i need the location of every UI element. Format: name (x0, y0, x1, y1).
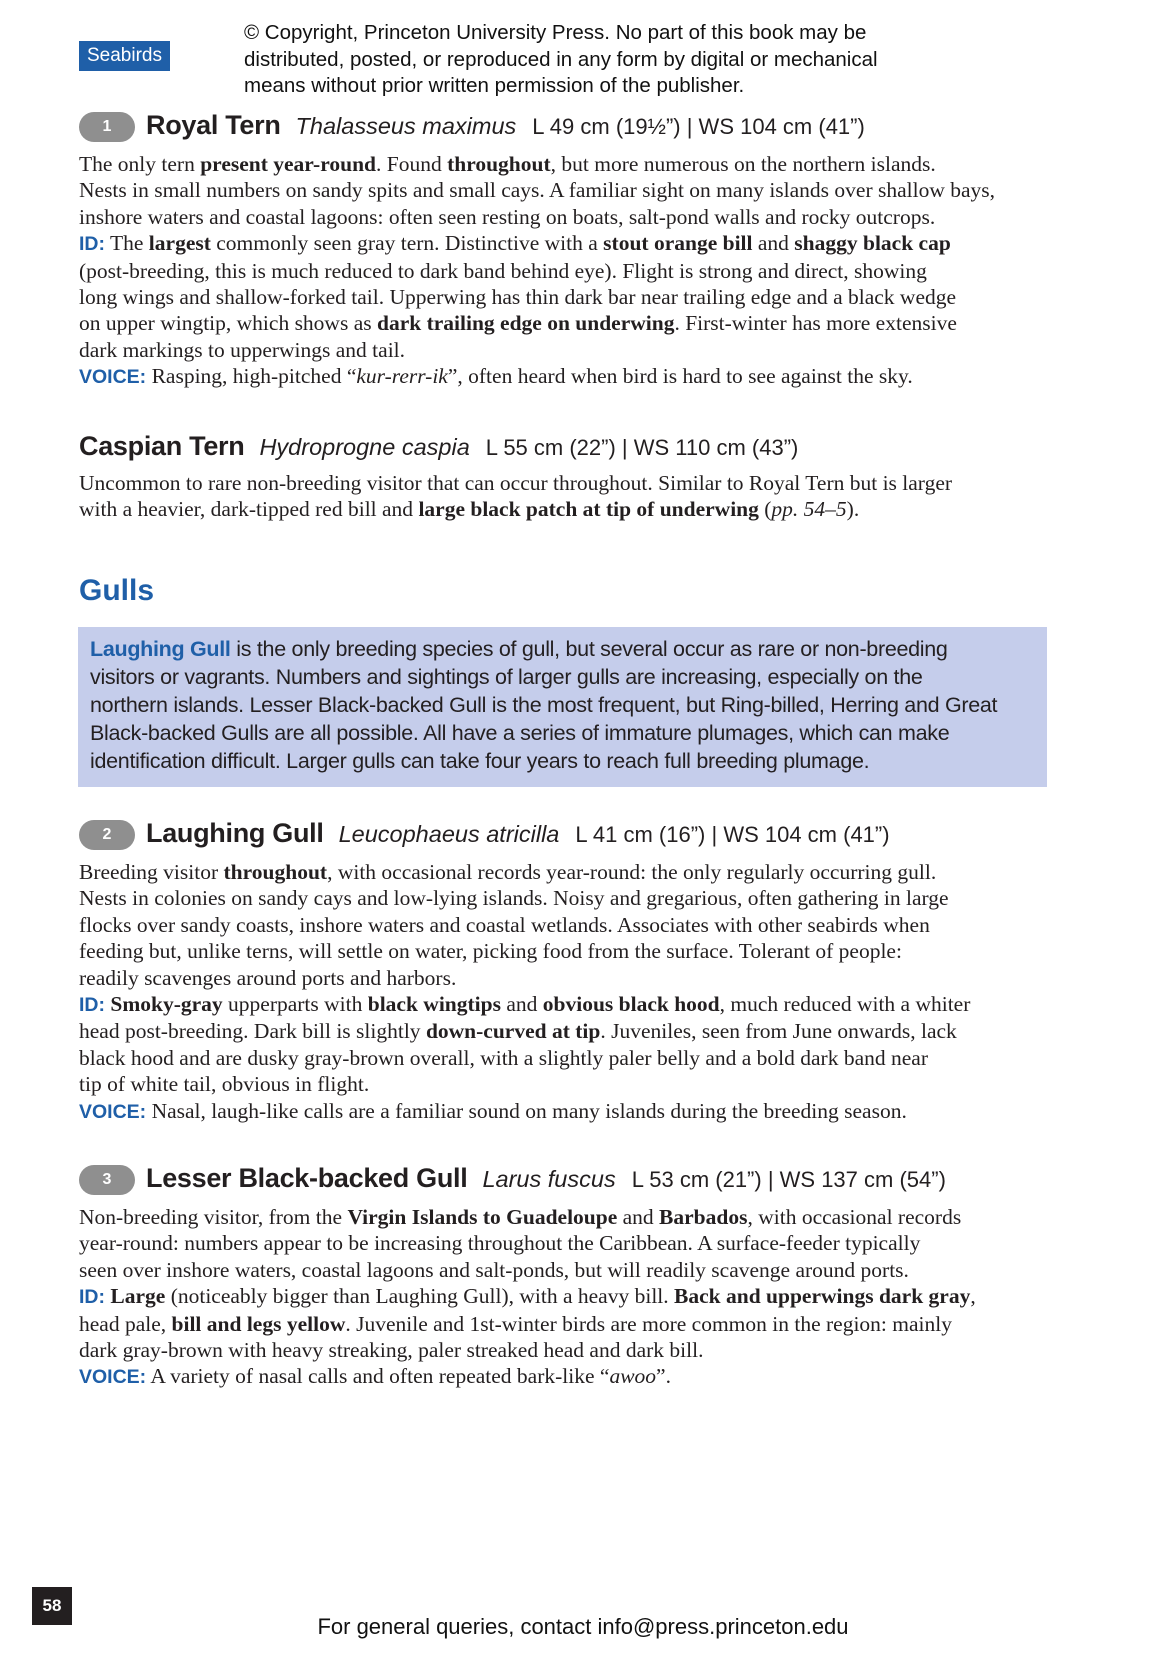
text-line: with a heavier, dark-tipped red bill and large black patch at tip of underwing (pp. 54–5). (79, 497, 860, 522)
scientific-name: Hydroprogne caspia (259, 434, 470, 460)
species-text-laughing-gull (79, 859, 1059, 1125)
text-line: Breeding visitor throughout, with occasional records year-round: the only regularly occurring gull. (79, 860, 937, 884)
species-number-badge: 2 (79, 820, 135, 850)
text-line: long wings and shallow-forked tail. Upperwing has thin dark bar near trailing edge and a black wedge (79, 285, 957, 310)
id-label: ID: (79, 1286, 105, 1309)
text-line: dark gray-brown with heavy streaking, paler streaked head and dark bill. (79, 1338, 704, 1363)
common-name: Caspian Tern (79, 431, 245, 461)
voice-label: VOICE: (79, 366, 147, 389)
voice-line: VOICE: Rasping, high-pitched “kur-rerr-ik”, often heard when bird is hard to see against the sky. (79, 364, 913, 389)
voice-line: VOICE: Nasal, laugh-like calls are a familiar sound on many islands during the breeding season. (79, 1098, 907, 1123)
species-header-royal-tern (79, 110, 865, 145)
species-number-badge: 1 (79, 112, 135, 142)
species-text-lesser-black-backed-gull (79, 1204, 1059, 1391)
id-line: ID: Large (noticeably bigger than Laughing Gull), with a heavy bill. Back and upperwings dark gray, (79, 1284, 976, 1309)
box-line: Black-backed Gulls are all possible. All have a series of immature plumages, which can make (90, 721, 950, 745)
measurements: L 49 cm (19½”) | WS 104 cm (41”) (532, 114, 865, 139)
species-text-royal-tern (79, 151, 1059, 391)
text-line: seen over inshore waters, coastal lagoons and salt-ponds, but will readily scavenge around ports. (79, 1257, 909, 1282)
scientific-name: Larus fuscus (482, 1166, 616, 1192)
text-line: Nests in colonies on sandy cays and low-lying islands. Noisy and gregarious, often gathering in large (79, 886, 949, 911)
id-label: ID: (79, 994, 105, 1017)
text-line: head post-breeding. Dark bill is slightly down-curved at tip. Juveniles, seen from June onwards, lack (79, 1019, 957, 1044)
section-title-gulls: Gulls (79, 574, 155, 607)
common-name: Laughing Gull (146, 818, 324, 848)
scientific-name: Leucophaeus atricilla (338, 821, 560, 847)
species-header-lesser-black-backed-gull (79, 1163, 946, 1198)
measurements: L 53 cm (21”) | WS 137 cm (54”) (631, 1167, 946, 1192)
text-line: black hood and are dusky gray-brown overall, with a slightly paler belly and a bold dark band near (79, 1045, 928, 1070)
voice-label: VOICE: (79, 1366, 147, 1389)
measurements: L 41 cm (16”) | WS 104 cm (41”) (575, 822, 890, 847)
measurements: L 55 cm (22”) | WS 110 cm (43”) (485, 435, 799, 460)
text-line: Uncommon to rare non-breeding visitor that can occur throughout. Similar to Royal Tern but is larger (79, 471, 953, 495)
species-number-badge: 3 (79, 1165, 135, 1195)
copyright-line: © Copyright, Princeton University Press. No part of this book may be (244, 21, 867, 44)
species-header-caspian-tern (79, 431, 798, 462)
text-line: year-round: numbers appear to be increasing throughout the Caribbean. A surface-feeder typically (79, 1231, 921, 1256)
box-line: identification difficult. Larger gulls can take four years to reach full breeding plumage. (90, 749, 870, 773)
text-line: Nests in small numbers on sandy spits and small cays. A familiar sight on many islands over shallow bays, (79, 178, 996, 203)
text-line: on upper wingtip, which shows as dark trailing edge on underwing. First-winter has more extensive (79, 311, 957, 336)
id-line: ID: Smoky-gray upperparts with black wingtips and obvious black hood, much reduced with a whiter (79, 992, 971, 1017)
common-name: Lesser Black-backed Gull (146, 1163, 468, 1193)
voice-label: VOICE: (79, 1100, 147, 1123)
voice-line: VOICE: A variety of nasal calls and often repeated bark-like “awoo”. (79, 1364, 671, 1389)
id-line: ID: The largest commonly seen gray tern. Distinctive with a stout orange bill and shaggy black cap (79, 231, 951, 256)
text-line: dark markings to upperwings and tail. (79, 337, 406, 362)
text-line: flocks over sandy coasts, inshore waters and coastal wetlands. Associates with other seabirds when (79, 912, 930, 937)
species-header-laughing-gull (79, 818, 890, 853)
box-line: northern islands. Lesser Black-backed Gull is the most frequent, but Ring-billed, Herring and Great (90, 693, 998, 717)
page-number: 58 (32, 1587, 72, 1625)
box-line: visitors or vagrants. Numbers and sightings of larger gulls are increasing, especially on the (90, 665, 923, 689)
text-line: Non-breeding visitor, from the Virgin Islands to Guadeloupe and Barbados, with occasional records (79, 1205, 962, 1229)
text-line: The only tern present year-round. Found throughout, but more numerous on the northern islands. (79, 152, 936, 176)
common-name: Royal Tern (146, 110, 281, 140)
copyright-line: distributed, posted, or reproduced in any form by digital or mechanical (244, 47, 878, 71)
text-line: readily scavenges around ports and harbors. (79, 965, 457, 990)
box-line: Laughing Gull is the only breeding species of gull, but several occur as rare or non-breeding (90, 637, 948, 661)
text-line: feeding but, unlike terns, will settle on water, picking food from the surface. Tolerant of people: (79, 939, 902, 964)
scientific-name: Thalasseus maximus (295, 113, 517, 139)
gulls-intro-box (78, 627, 1047, 787)
copyright-line: means without prior written permission of the publisher. (244, 74, 745, 97)
text-line: inshore waters and coastal lagoons: often seen resting on boats, salt-pond walls and rocky outcrops. (79, 204, 936, 229)
footer-contact: For general queries, contact info@press.princeton.edu (317, 1614, 849, 1639)
id-label: ID: (79, 233, 105, 256)
species-text-caspian-tern (79, 470, 1059, 523)
text-line: head pale, bill and legs yellow. Juvenile and 1st-winter birds are more common in the region: mainly (79, 1311, 952, 1336)
text-line: (post-breeding, this is much reduced to dark band behind eye). Flight is strong and direct, showing (79, 258, 927, 283)
text-line: tip of white tail, obvious in flight. (79, 1072, 370, 1097)
section-tab: Seabirds (79, 41, 170, 71)
copyright-notice (244, 20, 1004, 100)
